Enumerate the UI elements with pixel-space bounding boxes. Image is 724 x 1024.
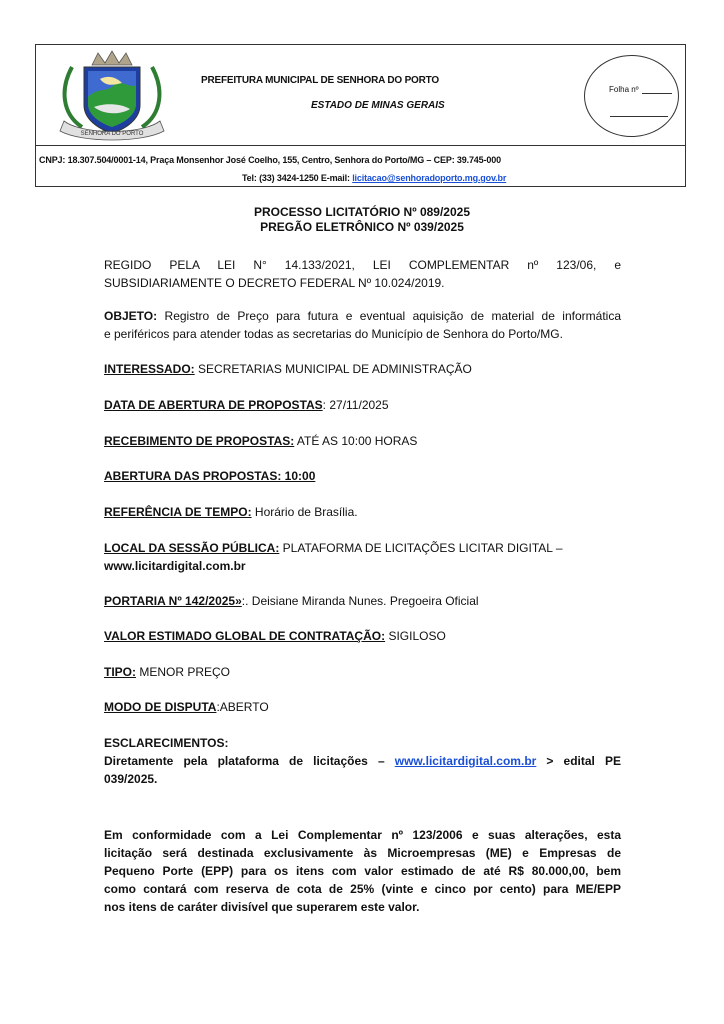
regido-line-1: REGIDO PELA LEI N° 14.133/2021, LEI COMPLEMENTAR nº 123/06, e (104, 258, 621, 272)
municipality-name: PREFEITURA MUNICIPAL DE SENHORA DO PORTO (201, 75, 439, 86)
esclarecimentos-section (104, 734, 621, 788)
objeto-paragraph (104, 307, 621, 343)
email-link[interactable]: licitacao@senhoradoporto.mg.gov.br (352, 173, 507, 183)
pregao-title: PREGÃO ELETRÔNICO Nº 039/2025 (260, 220, 464, 234)
portaria-label: PORTARIA Nº 142/2025» (104, 594, 242, 608)
regido-paragraph (104, 256, 621, 292)
folha-blank-line (642, 93, 672, 94)
conformidade-line-4: como contará com reserva de cota de 25% (vinte e cinco por cento) para ME/EPP (104, 882, 621, 896)
modo-label: MODO DE DISPUTA (104, 700, 217, 714)
regido-line-2: SUBSIDIARIAMENTE O DECRETO FEDERAL Nº 10.024/2019. (104, 276, 445, 290)
local-label: LOCAL DA SESSÃO PÚBLICA: (104, 541, 280, 555)
tipo-value: MENOR PREÇO (136, 665, 231, 679)
local-field (104, 539, 621, 575)
referencia-label: REFERÊNCIA DE TEMPO: (104, 505, 252, 519)
document-header (35, 44, 686, 187)
modo-field (104, 698, 621, 716)
recebimento-field (104, 432, 621, 450)
valor-value: SIGILOSO (385, 629, 446, 643)
modo-value: :ABERTO (216, 700, 269, 714)
recebimento-label: RECEBIMENTO DE PROPOSTAS: (104, 434, 295, 448)
municipal-coat-of-arms-logo (42, 49, 182, 141)
conformidade-paragraph (104, 826, 621, 916)
abertura-label: ABERTURA DAS PROPOSTAS: 10:00 (104, 469, 316, 483)
portaria-field (104, 592, 621, 610)
referencia-field (104, 503, 621, 521)
esclarecimentos-text: Diretamente pela plataforma de licitações – (104, 754, 395, 768)
cnpj-address-line: CNPJ: 18.307.504/0001-14, Praça Monsenhor José Coelho, 155, Centro, Senhora do Porto/MG – CEP: 39.745-000 (39, 155, 501, 165)
esclarecimentos-label: ESCLARECIMENTOS: (104, 736, 229, 750)
data-abertura-value: : 27/11/2025 (322, 398, 389, 412)
valor-label: VALOR ESTIMADO GLOBAL DE CONTRATAÇÃO: (104, 629, 386, 643)
local-value: PLATAFORMA DE LICITAÇÕES LICITAR DIGITAL – (279, 541, 563, 555)
page-number-stamp (584, 55, 679, 137)
svg-text:SENHORA DO PORTO: SENHORA DO PORTO (80, 131, 144, 137)
objeto-text-2: e periféricos para atender todas as secretarias do Município de Senhora do Porto/MG. (104, 327, 563, 341)
data-abertura-label: DATA DE ABERTURA DE PROPOSTAS (104, 398, 323, 412)
objeto-text-1: Registro de Preço para futura e eventual aquisição de material de informática (157, 309, 621, 323)
recebimento-value: ATÉ AS 10:00 HORAS (294, 434, 418, 448)
conformidade-line-1: Em conformidade com a Lei Complementar nº 123/2006 e suas alterações, esta (104, 828, 621, 842)
local-url: www.licitardigital.com.br (104, 559, 246, 573)
abertura-field (104, 467, 621, 485)
process-title: PROCESSO LICITATÓRIO Nº 089/2025 (254, 205, 470, 219)
licitar-digital-link[interactable]: www.licitardigital.com.br (394, 754, 537, 768)
esclarecimentos-suffix: > edital PE (536, 754, 622, 768)
conformidade-line-5: nos itens de caráter divisível que superarem este valor. (104, 900, 420, 914)
tipo-field (104, 663, 621, 681)
data-abertura-field (104, 396, 621, 414)
portaria-value: :. Deisiane Miranda Nunes. Pregoeira Oficial (241, 594, 479, 608)
conformidade-line-2: licitação será destinada exclusivamente às Microempresas (ME) e Empresas de (104, 846, 621, 860)
folha-label: Folha nº (609, 85, 639, 94)
referencia-value: Horário de Brasília. (251, 505, 358, 519)
interessado-label: INTERESSADO: (104, 362, 195, 376)
contact-line (242, 173, 506, 183)
header-top-section (36, 45, 685, 146)
tipo-label: TIPO: (104, 665, 136, 679)
phone-email-label: Tel: (33) 3424-1250 E-mail: (242, 173, 350, 183)
folha-blank-line-2 (610, 116, 668, 117)
interessado-value: SECRETARIAS MUNICIPAL DE ADMINISTRAÇÃO (194, 362, 472, 376)
state-name: ESTADO DE MINAS GERAIS (311, 100, 445, 111)
valor-field (104, 627, 621, 645)
esclarecimentos-line-2: 039/2025. (104, 772, 158, 786)
conformidade-line-3: Pequeno Porte (EPP) para os itens com valor estimado de até R$ 80.000,00, bem (104, 864, 621, 878)
interessado-field (104, 360, 621, 378)
objeto-label: OBJETO: (104, 309, 158, 323)
